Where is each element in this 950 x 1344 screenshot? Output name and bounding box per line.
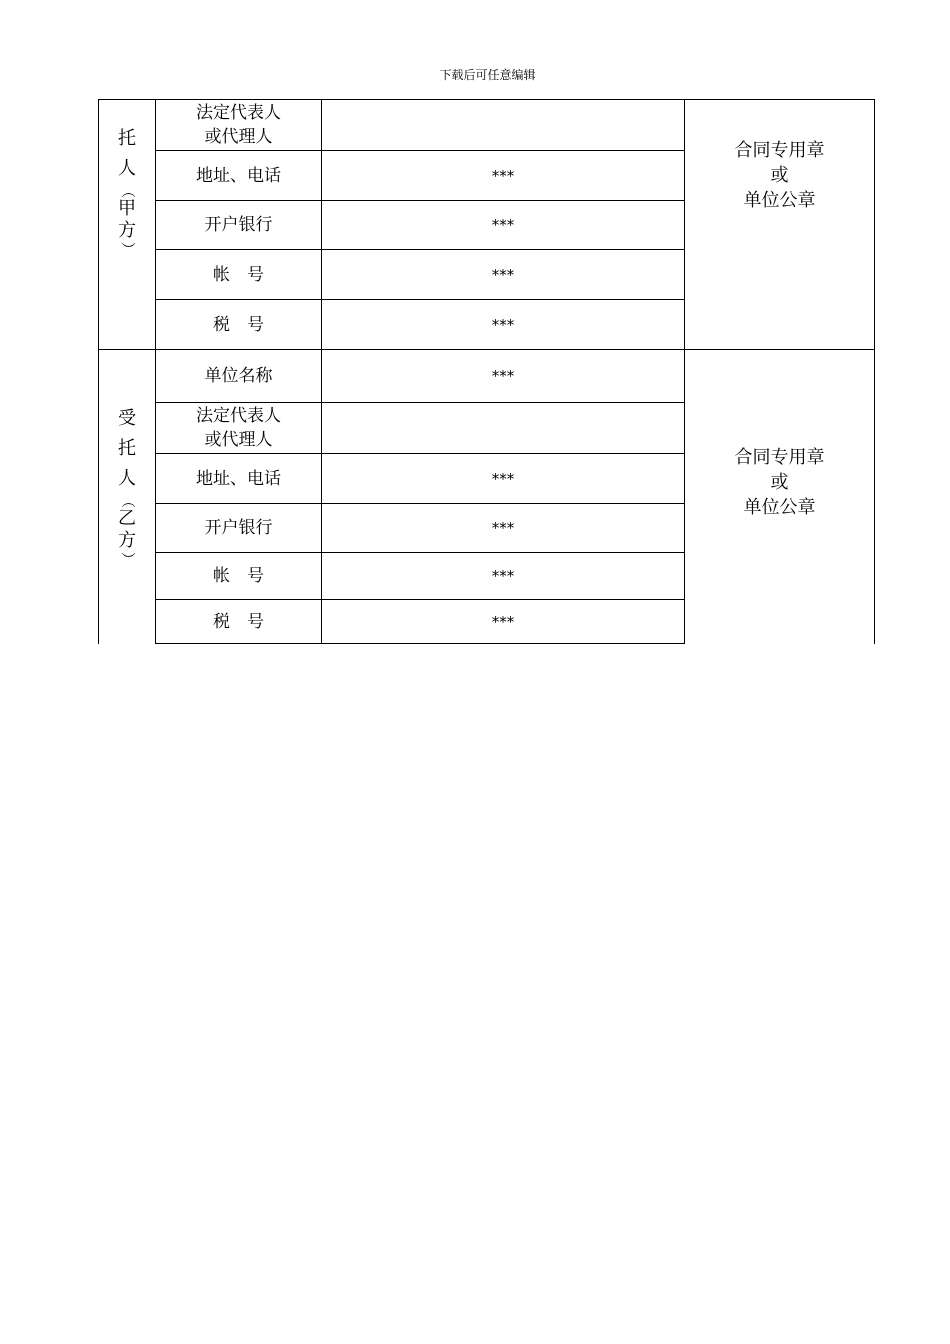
label-legal-rep [156,100,321,150]
value-legal-rep[interactable] [322,100,684,150]
side-char: 受 [118,408,136,429]
label-account: 帐 号 [213,264,264,285]
bracket-close: ） [119,242,135,256]
value-account[interactable]: *** [491,567,515,585]
label-address-phone: 地址、电话 [196,468,281,489]
page-header: 下载后可任意编辑 [439,68,536,82]
bracket-close: ） [119,552,135,566]
label-account: 帐 号 [213,566,264,586]
side-char: 方 [118,530,136,551]
table-border-right [874,99,875,644]
value-account[interactable]: *** [491,265,515,284]
party-b-side-label [99,404,155,566]
side-char: 人 [118,158,136,179]
side-char: 托 [118,128,136,149]
value-company-name[interactable]: *** [491,367,515,385]
side-char: 人 [118,468,136,489]
value-bank[interactable]: *** [491,216,515,234]
bracket-open: （ [119,494,135,508]
seal-line: 或 [770,165,789,186]
seal-line: 单位公章 [743,190,816,211]
side-char: 甲 [118,198,136,219]
label-tax-id: 税 号 [213,314,264,335]
side-char: 方 [118,220,136,241]
label-bank: 开户银行 [204,215,273,235]
label-company-name: 单位名称 [204,366,273,386]
label-legal-rep [156,403,321,453]
label-tax-id: 税 号 [213,611,264,632]
seal-line: 或 [770,472,789,493]
label-bank: 开户银行 [204,518,273,538]
bracket-open: （ [119,184,135,198]
party-b-seal-area [685,445,874,520]
label-line: 或代理人 [204,430,273,450]
label-address-phone: 地址、电话 [196,165,281,186]
label-line: 或代理人 [204,127,273,147]
row-divider-bottom [155,643,685,644]
side-char: 乙 [118,508,136,529]
value-tax-id[interactable]: *** [491,612,515,631]
side-char: 托 [118,438,136,459]
seal-line: 合同专用章 [734,447,825,468]
party-a-side-label [99,124,155,256]
seal-line: 合同专用章 [734,140,825,161]
value-bank[interactable]: *** [491,519,515,537]
value-address-phone[interactable]: *** [491,166,515,185]
seal-line: 单位公章 [743,497,816,518]
value-legal-rep[interactable] [322,403,684,453]
party-a-seal-area [685,138,874,213]
value-tax-id[interactable]: *** [491,315,515,334]
label-line: 法定代表人 [196,406,281,426]
value-address-phone[interactable]: *** [491,469,515,488]
label-line: 法定代表人 [196,103,281,123]
